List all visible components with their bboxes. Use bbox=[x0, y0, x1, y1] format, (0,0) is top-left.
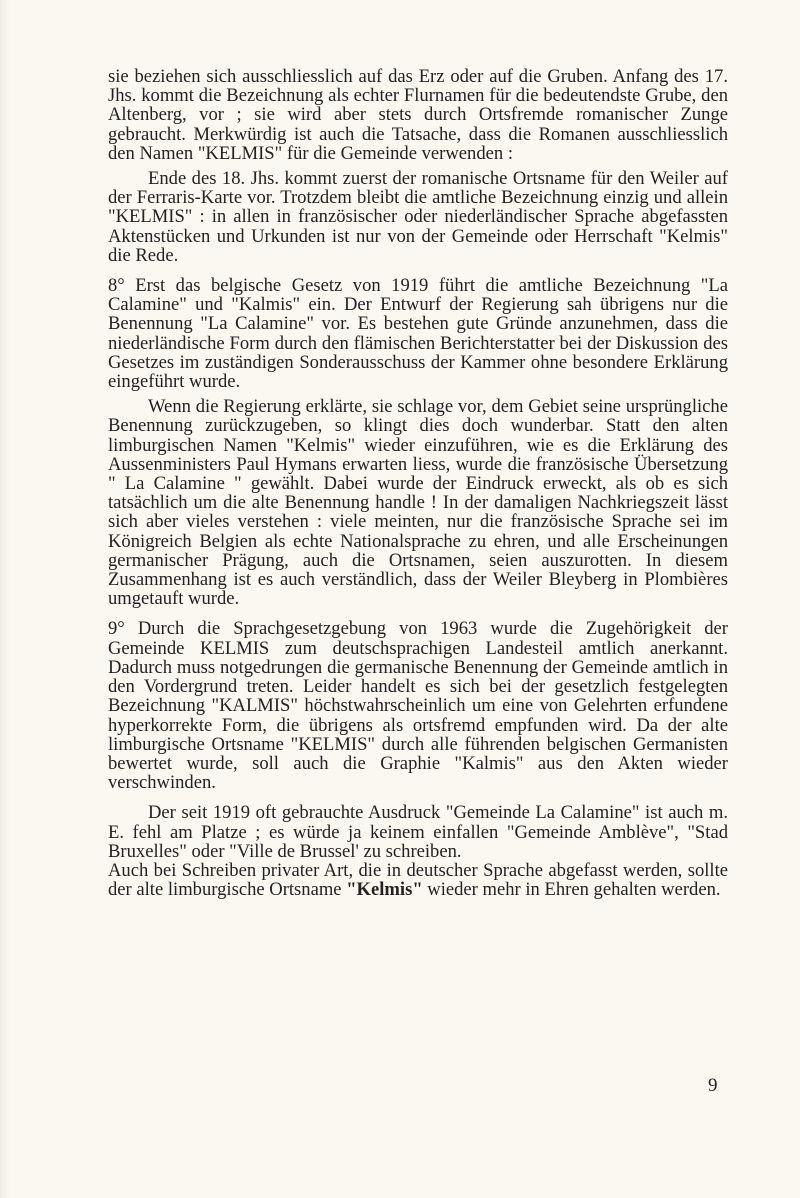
document-body bbox=[108, 67, 728, 899]
private-letters-text-after: wieder mehr in Ehren gehalten werden. bbox=[422, 879, 721, 901]
paragraph-law-1919: 8° Erst das belgische Gesetz von 1919 führt die amtliche Bezeichnung "La Calamine" und "Kalmis" ein. Der Entwurf der Regierung sah übrigens nur die Benennung "La Calamine" vor. Es bestehen gute Gründe anzunehmen, dass die niederländische Form durch den flämischen Berichterstatter bei der Diskussion des Gesetzes im zuständigen Sonderausschuss der Kammer ohne besondere Erklärung eingeführt wurde. bbox=[108, 275, 728, 393]
paragraph-gemeinde-la-calamine: Der seit 1919 oft gebrauchte Ausdruck "Gemeinde La Calamine" ist auch m. E. fehl am Platze ; es würde ja keinem einfallen "Gemeinde Amblève", "Stad Bruxelles" oder "Ville de Brussel' zu schreiben. bbox=[108, 802, 728, 862]
paragraph-ore-and-mines: sie beziehen sich ausschliesslich auf das Erz oder auf die Gruben. Anfang des 17. Jhs. kommt die Bezeichnung als echter Flurnamen für die bedeutendste Grube, den Altenberg, vor ; sie wird aber stets durch Ortsfremde romanischer Zunge gebraucht. Merkwürdig ist auch die Tatsache, dass die Romanen ausschliesslich den Namen "KELMIS" für die Gemeinde verwenden : bbox=[108, 66, 728, 164]
private-letters-text-before: Auch bei Schreiben privater Art, die in deutscher Sprache abgefasst werden, sollte der alte limburgische Ortsname bbox=[108, 859, 728, 901]
paragraph-government-explanation: Wenn die Regierung erklärte, sie schlage vor, dem Gebiet seine ursprüngliche Benennung zurückzugeben, so klingt dies doch wunderbar. Statt den alten limburgischen Namen "Kelmis" wieder einzuführen, wie es die Erklärung des Aussenministers Paul Hymans erwarten liess, wurde die französische Übersetzung " La Calamine " gewählt. Dabei wurde der Eindruck erweckt, als ob es sich tatsächlich um die alte Benennung handle ! In der damaligen Nachkriegszeit lässt sich aber vieles verstehen : viele meinten, nur die französische Sprache sei im Königreich Belgien als echte Nationalsprache zu ehren, und alle Erscheinungen germanischer Prägung, auch die Ortsnamen, seien auszurotten. In diesem Zusammenhang ist es auch verständlich, dass der Weiler Bleyberg in Plombières umgetauft wurde. bbox=[108, 396, 728, 610]
paragraph-ferraris-map: Ende des 18. Jhs. kommt zuerst der romanische Ortsname für den Weiler auf der Ferraris-Karte vor. Trotzdem bleibt die amtliche Bezeichnung einzig und allein "KELMIS" : in allen in französischer oder niederländischer Sprache abgefassten Aktenstücken und Urkunden ist nur von der Gemeinde oder Herrschaft "Kelmis" die Rede. bbox=[108, 168, 728, 266]
paragraph-language-law-1963: 9° Durch die Sprachgesetzgebung von 1963 wurde die Zugehörigkeit der Gemeinde KELMIS zum deutschsprachigen Landesteil amtlich anerkannt. Dadurch muss notgedrungen die germanische Benennung der Gemeinde amtlich in den Vordergrund treten. Leider handelt es sich bei der gesetzlich festgelegten Bezeichnung "KALMIS" höchstwahrscheinlich um eine von Gelehrten erfundene hyperkorrekte Form, die übrigens als ortsfremd empfunden wird. Da der alte limburgische Ortsname "KELMIS" durch alle führenden belgischen Germanisten bewertet wurde, soll auch die Graphie "Kalmis" aus den Akten wieder verschwinden. bbox=[108, 618, 728, 794]
paragraph-private-letters bbox=[108, 861, 728, 899]
kelmis-bold-name: "Kelmis" bbox=[346, 879, 423, 901]
page-number: 9 bbox=[708, 1075, 718, 1096]
